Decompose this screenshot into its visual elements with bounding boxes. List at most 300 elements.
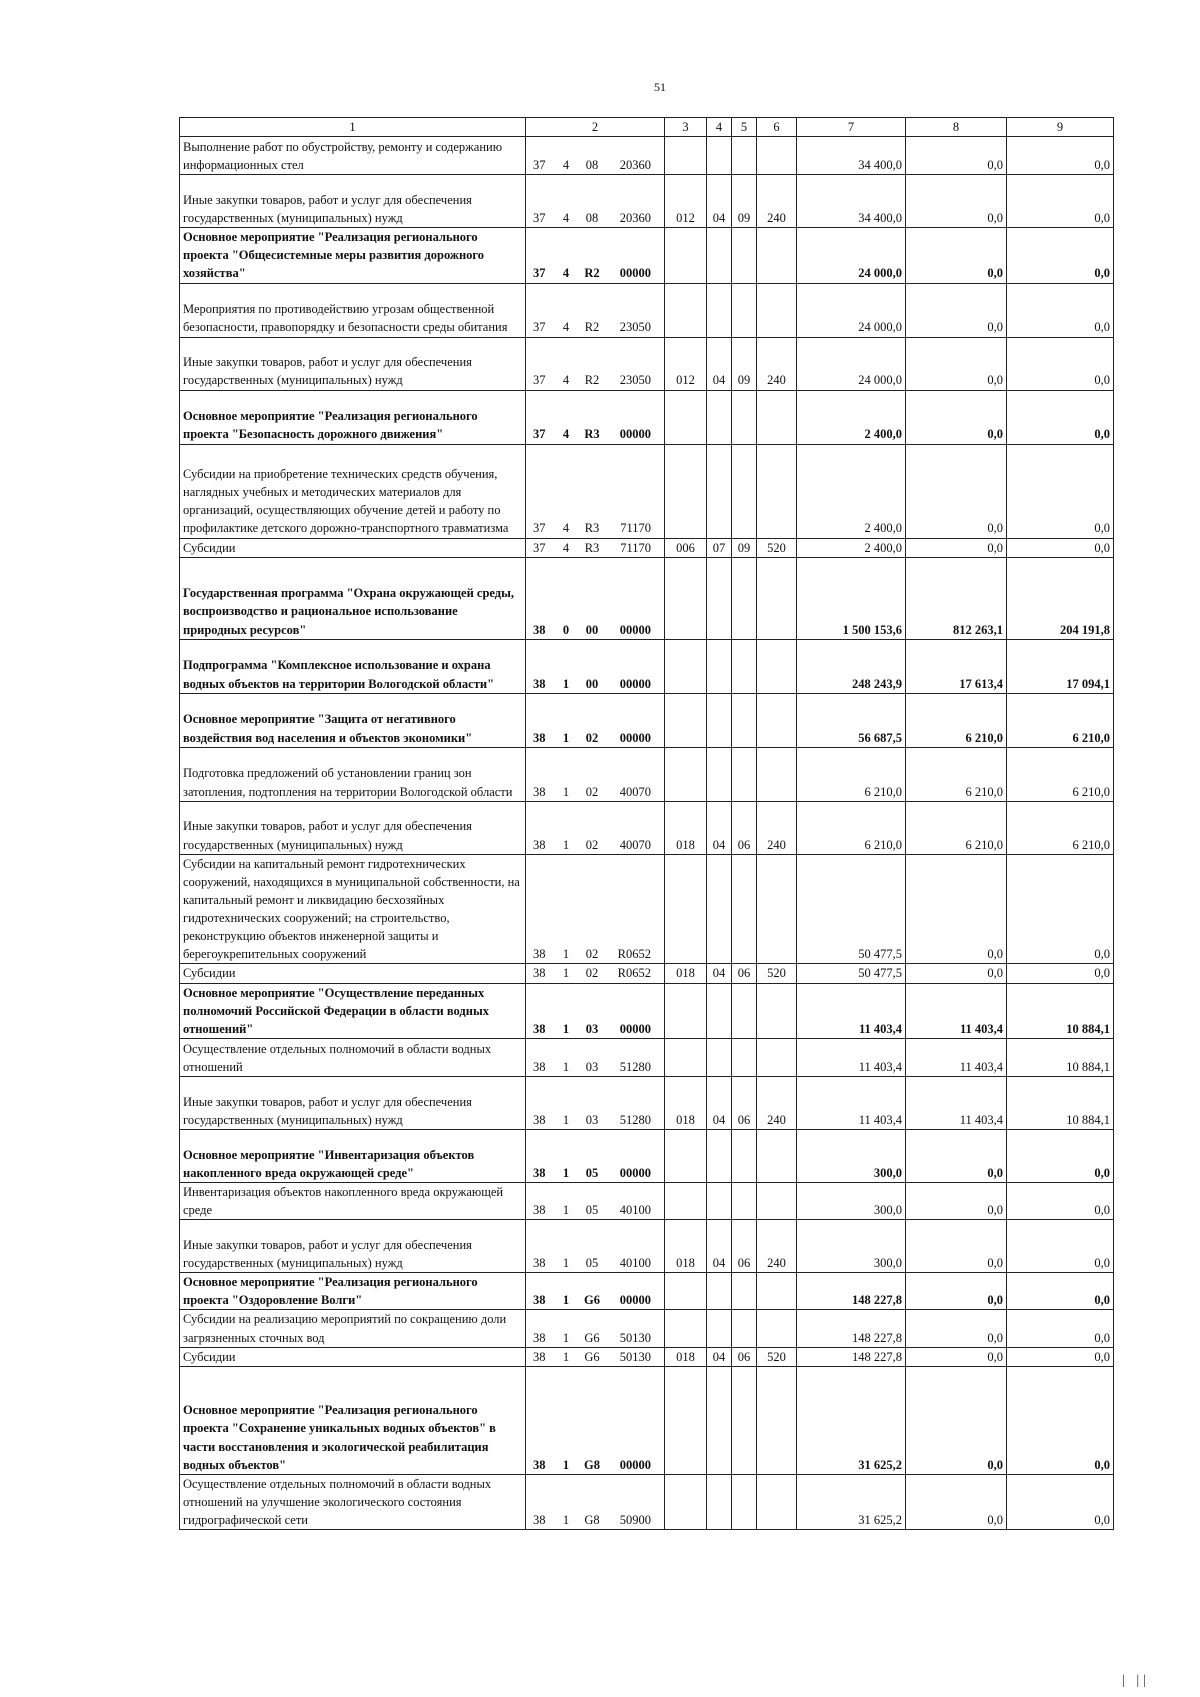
code-c1: 38 <box>533 1457 546 1472</box>
row-col8: 0,0 <box>906 1273 1007 1310</box>
code-c2: 4 <box>562 158 570 172</box>
code-c2: 1 <box>562 676 570 691</box>
row-col6: 520 <box>757 1347 797 1366</box>
table-row <box>180 538 1114 557</box>
row-col6 <box>757 747 797 801</box>
row-col6 <box>757 390 797 444</box>
row-col8: 11 403,4 <box>906 983 1007 1038</box>
row-col5 <box>732 1038 757 1076</box>
row-name: Иные закупки товаров, работ и услуг для обеспечения государственных (муниципальных) нужд <box>180 1076 526 1129</box>
code-c3: 05 <box>585 1165 599 1180</box>
row-col4: 04 <box>707 1347 732 1366</box>
row-col3: 018 <box>665 964 707 983</box>
code-c1: 38 <box>533 1203 546 1217</box>
row-col4: 04 <box>707 337 732 390</box>
row-col7: 300,0 <box>797 1182 906 1219</box>
row-col8: 0,0 <box>906 175 1007 228</box>
code-parts <box>529 1456 661 1474</box>
row-col9: 0,0 <box>1007 1366 1114 1474</box>
table-row <box>180 854 1114 964</box>
code-c1: 38 <box>533 622 546 637</box>
row-col6: 240 <box>757 175 797 228</box>
row-col4 <box>707 1182 732 1219</box>
code-c3: 00 <box>585 676 599 691</box>
code-parts <box>529 371 661 389</box>
row-col3 <box>665 693 707 747</box>
code-c3: R3 <box>584 427 600 442</box>
row-code <box>526 854 665 964</box>
header-cell: 6 <box>757 118 797 137</box>
row-col6: 240 <box>757 337 797 390</box>
row-col6 <box>757 1129 797 1182</box>
row-col7: 248 243,9 <box>797 639 906 693</box>
table-row <box>180 175 1114 228</box>
code-parts <box>529 1111 661 1129</box>
row-col5: 06 <box>732 1347 757 1366</box>
code-c3: R3 <box>584 521 600 536</box>
row-col3 <box>665 228 707 283</box>
code-c3: 08 <box>585 211 599 225</box>
row-col8: 0,0 <box>906 390 1007 444</box>
row-col7: 24 000,0 <box>797 283 906 337</box>
row-col7: 300,0 <box>797 1220 906 1273</box>
row-col7: 24 000,0 <box>797 337 906 390</box>
code-c3: R2 <box>584 373 600 388</box>
row-col9: 0,0 <box>1007 1129 1114 1182</box>
code-c3: G8 <box>584 1513 600 1527</box>
row-name: Инвентаризация объектов накопленного вреда окружающей среде <box>180 1182 526 1219</box>
row-name: Подготовка предложений об установлении границ зон затопления, подтопления на территории Вологодской области <box>180 747 526 801</box>
row-col9: 0,0 <box>1007 444 1114 538</box>
header-cell: 2 <box>526 118 665 137</box>
code-parts <box>529 156 661 174</box>
row-col5 <box>732 390 757 444</box>
code-c1: 38 <box>533 1513 546 1527</box>
row-col5: 09 <box>732 538 757 557</box>
row-col9: 6 210,0 <box>1007 693 1114 747</box>
header-cell: 3 <box>665 118 707 137</box>
row-col9: 0,0 <box>1007 1220 1114 1273</box>
row-col9: 0,0 <box>1007 1182 1114 1219</box>
row-name: Основное мероприятие "Реализация регионального проекта "Безопасность дорожного движения" <box>180 390 526 444</box>
table-row <box>180 1129 1114 1182</box>
row-name: Осуществление отдельных полномочий в области водных отношений на улучшение экологического состояния гидрографической сети <box>180 1474 526 1529</box>
row-code <box>526 228 665 283</box>
code-c3: 05 <box>585 1203 599 1217</box>
code-parts <box>529 945 661 963</box>
row-code <box>526 137 665 175</box>
table-row <box>180 557 1114 639</box>
row-col8: 6 210,0 <box>906 693 1007 747</box>
row-col7: 31 625,2 <box>797 1474 906 1529</box>
table-row <box>180 337 1114 390</box>
row-col3 <box>665 983 707 1038</box>
code-c4: 00000 <box>619 676 651 691</box>
code-c2: 4 <box>562 540 570 555</box>
table-row <box>180 1310 1114 1347</box>
row-col6 <box>757 639 797 693</box>
row-name: Субсидии на приобретение технических средств обучения, наглядных учебных и методических материалов для организаций, осуществляющих обучение детей и работу по профилактике детского дорожно-транспортного травматизма <box>180 444 526 538</box>
row-col6 <box>757 283 797 337</box>
code-c4: 23050 <box>619 320 651 335</box>
row-col3 <box>665 1310 707 1347</box>
code-c2: 1 <box>562 1457 570 1472</box>
code-c3: G8 <box>584 1457 600 1472</box>
code-c3: R2 <box>584 266 600 281</box>
row-col4 <box>707 137 732 175</box>
row-col4: 04 <box>707 1220 732 1273</box>
row-col3 <box>665 1474 707 1529</box>
table-row <box>180 228 1114 283</box>
row-col7: 56 687,5 <box>797 693 906 747</box>
row-col3 <box>665 283 707 337</box>
table-row <box>180 1366 1114 1474</box>
header-cell: 4 <box>707 118 732 137</box>
code-c1: 38 <box>533 1112 546 1127</box>
code-c2: 1 <box>562 1021 570 1036</box>
code-c3: 02 <box>585 784 599 799</box>
row-col8: 0,0 <box>906 1182 1007 1219</box>
code-parts <box>529 783 661 801</box>
row-col9: 204 191,8 <box>1007 557 1114 639</box>
row-col4 <box>707 1310 732 1347</box>
code-c2: 1 <box>562 730 570 745</box>
code-c1: 37 <box>533 540 546 555</box>
row-col5 <box>732 228 757 283</box>
row-col4 <box>707 283 732 337</box>
row-col6: 240 <box>757 1220 797 1273</box>
row-col4 <box>707 1366 732 1474</box>
code-c3: 03 <box>585 1112 599 1127</box>
row-name: Осуществление отдельных полномочий в области водных отношений <box>180 1038 526 1076</box>
code-c4: 71170 <box>620 540 651 555</box>
code-c3: 02 <box>585 947 599 962</box>
row-code <box>526 1129 665 1182</box>
row-col5 <box>732 1129 757 1182</box>
code-c4: 00000 <box>619 427 651 442</box>
code-c4: 20360 <box>619 211 651 225</box>
code-parts <box>529 675 661 693</box>
row-name: Подпрограмма "Комплексное использование и охрана водных объектов на территории Вологодской области" <box>180 639 526 693</box>
row-col9: 10 884,1 <box>1007 1076 1114 1129</box>
code-c3: G6 <box>584 1293 600 1308</box>
row-col3: 018 <box>665 801 707 854</box>
code-c1: 38 <box>533 837 546 852</box>
code-c4: 20360 <box>619 158 651 172</box>
row-col7: 6 210,0 <box>797 747 906 801</box>
row-col4 <box>707 1129 732 1182</box>
table-row <box>180 983 1114 1038</box>
row-col9: 0,0 <box>1007 1310 1114 1347</box>
code-c4: 23050 <box>619 373 651 388</box>
row-code <box>526 538 665 557</box>
code-c1: 37 <box>533 320 546 335</box>
row-code <box>526 801 665 854</box>
row-col4 <box>707 1273 732 1310</box>
header-cell: 7 <box>797 118 906 137</box>
code-c1: 38 <box>533 1330 546 1345</box>
row-col8: 0,0 <box>906 228 1007 283</box>
row-col5 <box>732 854 757 964</box>
row-col4 <box>707 1038 732 1076</box>
table-row <box>180 1038 1114 1076</box>
row-col7: 2 400,0 <box>797 444 906 538</box>
code-c4: 00000 <box>619 1021 651 1036</box>
row-col7: 11 403,4 <box>797 1038 906 1076</box>
row-col3: 018 <box>665 1220 707 1273</box>
row-col3 <box>665 1182 707 1219</box>
row-code <box>526 557 665 639</box>
row-col9: 6 210,0 <box>1007 747 1114 801</box>
row-code <box>526 1273 665 1310</box>
code-c4: 40070 <box>619 784 651 799</box>
code-parts <box>529 425 661 443</box>
row-col3: 018 <box>665 1347 707 1366</box>
row-col3 <box>665 557 707 639</box>
row-col8: 0,0 <box>906 337 1007 390</box>
row-col6 <box>757 1273 797 1310</box>
code-c2: 1 <box>562 1293 570 1308</box>
row-col9: 10 884,1 <box>1007 1038 1114 1076</box>
row-col9: 10 884,1 <box>1007 983 1114 1038</box>
table-row <box>180 1347 1114 1366</box>
row-col4 <box>707 693 732 747</box>
row-col5 <box>732 983 757 1038</box>
code-c3: 02 <box>585 837 599 852</box>
code-parts <box>529 729 661 747</box>
row-col7: 300,0 <box>797 1129 906 1182</box>
table-header-row <box>180 118 1114 137</box>
row-col3 <box>665 1273 707 1310</box>
code-c2: 4 <box>562 211 570 225</box>
code-c4: 50900 <box>619 1513 651 1527</box>
row-col5 <box>732 747 757 801</box>
row-code <box>526 747 665 801</box>
row-col5 <box>732 1182 757 1219</box>
row-col6 <box>757 137 797 175</box>
code-parts <box>529 1058 661 1076</box>
row-col7: 148 227,8 <box>797 1347 906 1366</box>
code-c1: 38 <box>533 1165 546 1180</box>
row-col4 <box>707 983 732 1038</box>
code-c1: 37 <box>533 158 546 172</box>
row-col7: 31 625,2 <box>797 1366 906 1474</box>
row-col8: 11 403,4 <box>906 1076 1007 1129</box>
header-cell: 9 <box>1007 118 1114 137</box>
table-row <box>180 137 1114 175</box>
row-col8: 17 613,4 <box>906 639 1007 693</box>
row-col5 <box>732 1310 757 1347</box>
code-c1: 38 <box>533 784 546 799</box>
row-col4 <box>707 639 732 693</box>
row-name: Субсидии на капитальный ремонт гидротехнических сооружений, находящихся в муниципальной собственности, на капитальный ремонт и ликвидацию бесхозяйных гидротехнических сооружений; на строительство, реконструкцию объектов инженерной защиты и берегоукрепительных сооружений <box>180 854 526 964</box>
code-c2: 4 <box>562 266 570 281</box>
row-code <box>526 337 665 390</box>
row-col3 <box>665 747 707 801</box>
row-name: Основное мероприятие "Защита от негативного воздействия вод населения и объектов экономики" <box>180 693 526 747</box>
row-code <box>526 964 665 983</box>
row-col7: 34 400,0 <box>797 137 906 175</box>
row-name: Мероприятия по противодействию угрозам общественной безопасности, правопорядку и безопасности среды обитания <box>180 283 526 337</box>
row-col5 <box>732 283 757 337</box>
row-col7: 6 210,0 <box>797 801 906 854</box>
row-col4 <box>707 1474 732 1529</box>
row-col4: 04 <box>707 1076 732 1129</box>
row-code <box>526 1310 665 1347</box>
code-parts <box>529 264 661 282</box>
row-code <box>526 1076 665 1129</box>
row-col4 <box>707 390 732 444</box>
table-row <box>180 283 1114 337</box>
row-col9: 0,0 <box>1007 1273 1114 1310</box>
code-c1: 38 <box>533 947 546 962</box>
row-name: Иные закупки товаров, работ и услуг для обеспечения государственных (муниципальных) нужд <box>180 1220 526 1273</box>
code-parts <box>529 519 661 537</box>
code-c1: 38 <box>533 1349 546 1364</box>
row-col8: 0,0 <box>906 137 1007 175</box>
row-col7: 148 227,8 <box>797 1310 906 1347</box>
row-code <box>526 983 665 1038</box>
code-c4: R0652 <box>617 966 651 981</box>
row-col8: 0,0 <box>906 283 1007 337</box>
row-code <box>526 693 665 747</box>
row-code <box>526 1182 665 1219</box>
row-col6: 520 <box>757 538 797 557</box>
code-c2: 1 <box>562 947 570 962</box>
row-col6: 520 <box>757 964 797 983</box>
code-c1: 38 <box>533 1021 546 1036</box>
row-col9: 17 094,1 <box>1007 639 1114 693</box>
code-parts <box>529 1348 661 1366</box>
row-col3 <box>665 639 707 693</box>
row-col3 <box>665 137 707 175</box>
row-col6 <box>757 444 797 538</box>
row-code <box>526 639 665 693</box>
row-col5: 09 <box>732 175 757 228</box>
row-code <box>526 1366 665 1474</box>
code-parts <box>529 209 661 227</box>
code-c2: 1 <box>562 1165 570 1180</box>
row-col6 <box>757 228 797 283</box>
code-c1: 37 <box>533 373 546 388</box>
row-col3 <box>665 854 707 964</box>
row-col9: 0,0 <box>1007 137 1114 175</box>
code-c2: 4 <box>562 373 570 388</box>
row-name: Государственная программа "Охрана окружающей среды, воспроизводство и рациональное использование природных ресурсов" <box>180 557 526 639</box>
code-c4: 00000 <box>619 1293 651 1308</box>
row-col8: 0,0 <box>906 1310 1007 1347</box>
code-c2: 4 <box>562 320 570 335</box>
code-c4: 00000 <box>619 1165 651 1180</box>
row-col7: 50 477,5 <box>797 964 906 983</box>
row-col6 <box>757 1366 797 1474</box>
row-col9: 0,0 <box>1007 228 1114 283</box>
table-row <box>180 801 1114 854</box>
code-c4: 51280 <box>619 1112 651 1127</box>
row-col8: 6 210,0 <box>906 747 1007 801</box>
code-parts <box>529 621 661 639</box>
code-parts <box>529 1511 661 1529</box>
row-col4: 04 <box>707 964 732 983</box>
code-parts <box>529 1201 661 1219</box>
code-c2: 1 <box>562 1059 570 1074</box>
header-cell: 8 <box>906 118 1007 137</box>
row-col4: 04 <box>707 175 732 228</box>
row-col9: 0,0 <box>1007 390 1114 444</box>
row-col7: 2 400,0 <box>797 390 906 444</box>
table-row <box>180 390 1114 444</box>
code-c1: 38 <box>533 1256 546 1270</box>
row-name: Выполнение работ по обустройству, ремонту и содержанию информационных стел <box>180 137 526 175</box>
code-parts <box>529 1254 661 1272</box>
row-col7: 148 227,8 <box>797 1273 906 1310</box>
table-row <box>180 639 1114 693</box>
row-col6: 240 <box>757 801 797 854</box>
row-col6 <box>757 693 797 747</box>
code-c3: R3 <box>584 540 600 555</box>
row-col8: 812 263,1 <box>906 557 1007 639</box>
row-col4 <box>707 228 732 283</box>
row-code <box>526 444 665 538</box>
row-col8: 0,0 <box>906 1220 1007 1273</box>
row-col5 <box>732 693 757 747</box>
code-c2: 1 <box>562 1203 570 1217</box>
row-name: Основное мероприятие "Осуществление переданных полномочий Российской Федерации в области водных отношений" <box>180 983 526 1038</box>
row-col5: 06 <box>732 801 757 854</box>
row-col5: 09 <box>732 337 757 390</box>
row-col5 <box>732 444 757 538</box>
row-col6 <box>757 983 797 1038</box>
code-c3: R2 <box>584 320 600 335</box>
code-c2: 1 <box>562 784 570 799</box>
code-c2: 4 <box>562 427 570 442</box>
row-name: Иные закупки товаров, работ и услуг для обеспечения государственных (муниципальных) нужд <box>180 337 526 390</box>
code-c4: 00000 <box>619 1457 651 1472</box>
row-col3 <box>665 1038 707 1076</box>
row-col8: 0,0 <box>906 854 1007 964</box>
code-c2: 1 <box>562 1112 570 1127</box>
code-parts <box>529 539 661 557</box>
header-cell: 1 <box>180 118 526 137</box>
row-name: Основное мероприятие "Инвентаризация объектов накопленного вреда окружающей среде" <box>180 1129 526 1182</box>
row-col3: 012 <box>665 175 707 228</box>
row-col5: 06 <box>732 1076 757 1129</box>
row-col4 <box>707 854 732 964</box>
code-c4: 71170 <box>620 521 651 536</box>
row-name: Основное мероприятие "Реализация регионального проекта "Сохранение уникальных водных объектов" в части восстановления и экологической реабилитация водных объектов" <box>180 1366 526 1474</box>
row-code <box>526 1347 665 1366</box>
code-parts <box>529 1329 661 1347</box>
code-c4: 00000 <box>619 266 651 281</box>
row-col5 <box>732 137 757 175</box>
code-c3: G6 <box>584 1349 600 1364</box>
row-code <box>526 390 665 444</box>
row-col9: 6 210,0 <box>1007 801 1114 854</box>
row-col5 <box>732 639 757 693</box>
row-col8: 0,0 <box>906 1474 1007 1529</box>
row-col3: 018 <box>665 1076 707 1129</box>
row-col5 <box>732 1474 757 1529</box>
row-name: Основное мероприятие "Реализация регионального проекта "Общесистемные меры развития дорожного хозяйства" <box>180 228 526 283</box>
code-c2: 0 <box>562 622 570 637</box>
row-col8: 0,0 <box>906 1347 1007 1366</box>
row-col5 <box>732 1366 757 1474</box>
row-code <box>526 175 665 228</box>
row-col6 <box>757 1182 797 1219</box>
code-c3: G6 <box>584 1330 600 1345</box>
table-row <box>180 444 1114 538</box>
table-row <box>180 964 1114 983</box>
